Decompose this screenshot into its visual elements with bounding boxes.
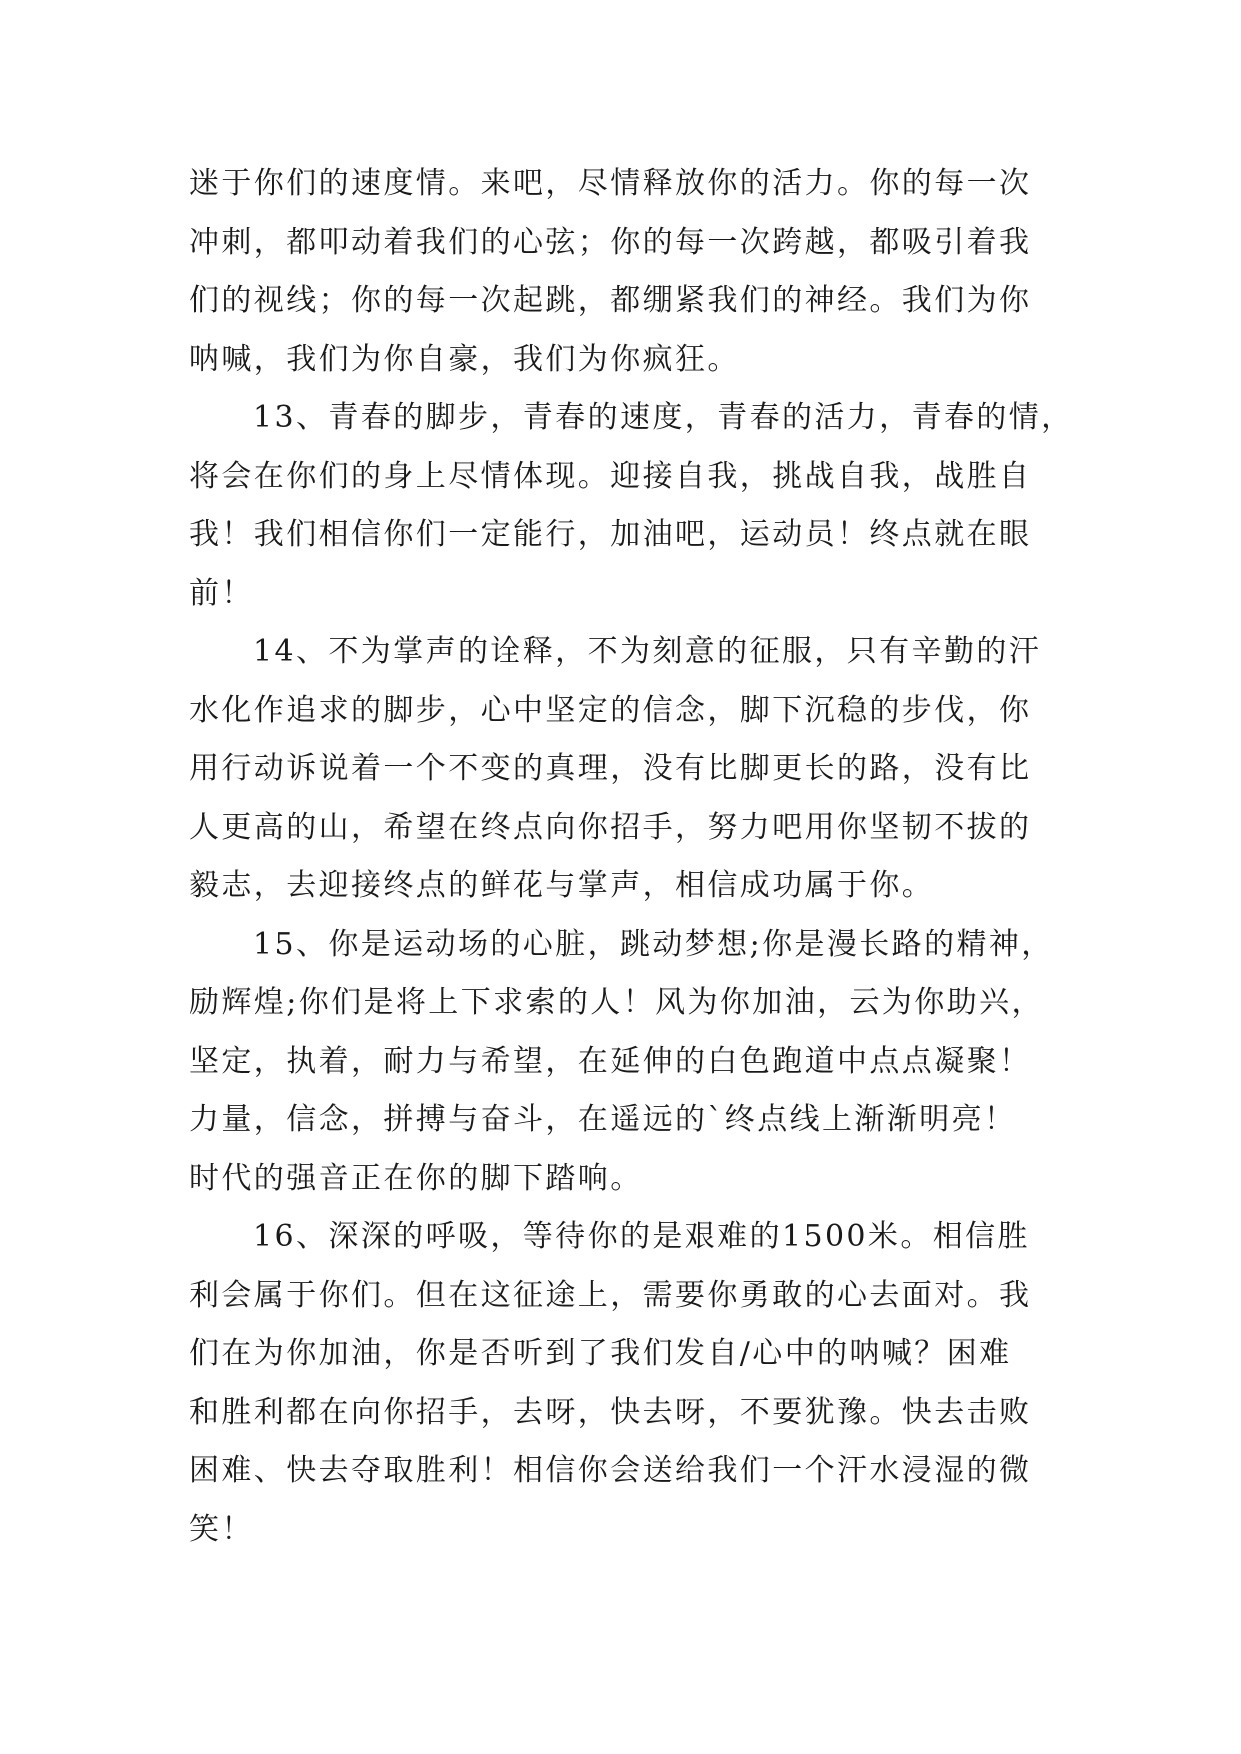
text-line: 冲刺，都叩动着我们的心弦；你的每一次跨越，都吸引着我 (189, 224, 1032, 260)
text-line: 们的视线；你的每一次起跳，都绷紧我们的神经。我们为你 (189, 283, 1032, 318)
text-line: 和胜利都在向你招手，去呀，快去呀，不要犹豫。快去击败 (189, 1394, 1032, 1430)
paragraph-15 (189, 916, 1069, 1209)
text-line: 们在为你加油，你是否听到了我们发自/心中的呐喊？困难 (189, 1336, 1012, 1371)
text-line: 坚定，执着，耐力与希望，在延伸的白色跑道中点点凝聚！ (189, 1043, 1032, 1079)
text-line: 水化作追求的脚步，心中坚定的信念，脚下沉稳的步伐，你 (189, 692, 1032, 728)
text-line: 用行动诉说着一个不变的真理，没有比脚更长的路，没有比 (189, 751, 1032, 786)
text-line-first: 15、你是运动场的心脏，跳动梦想;你是漫长路的精神， (253, 926, 1054, 962)
text-line: 困难、快去夺取胜利！相信你会送给我们一个汗水浸湿的微 (189, 1453, 1032, 1488)
text-line-first: 16、深深的呼吸，等待你的是艰难的1500米。相信胜 (253, 1219, 1030, 1254)
text-line: 时代的强音正在你的脚下踏响。 (189, 1160, 643, 1196)
text-line: 人更高的山，希望在终点向你招手，努力吧用你坚韧不拔的 (189, 809, 1032, 845)
text-line: 我！我们相信你们一定能行，加油吧，运动员！终点就在眼 (189, 517, 1032, 552)
text-line: 力量，信念，拼搏与奋斗，在遥远的`终点线上渐渐明亮！ (189, 1102, 1017, 1137)
text-line: 前！ (189, 575, 254, 611)
text-line: 将会在你们的身上尽情体现。迎接自我，挑战自我，战胜自 (189, 458, 1032, 494)
paragraph-14 (189, 623, 1069, 916)
text-line: 利会属于你们。但在这征途上，需要你勇敢的心去面对。我 (189, 1277, 1032, 1313)
paragraph-continued-12 (189, 155, 1069, 389)
text-line: 迷于你们的速度情。来吧，尽情释放你的活力。你的每一次 (189, 166, 1032, 201)
text-line-first: 14、不为掌声的诠释，不为刻意的征服，只有辛勤的汗 (253, 634, 1042, 669)
text-line: 呐喊，我们为你自豪，我们为你疯狂。 (189, 341, 740, 377)
text-line: 笑！ (189, 1511, 254, 1547)
paragraph-16 (189, 1208, 1069, 1559)
text-line: 励辉煌;你们是将上下求索的人！风为你加油，云为你助兴， (189, 985, 1044, 1020)
document-body (189, 155, 1074, 1559)
text-line: 毅志，去迎接终点的鲜花与掌声，相信成功属于你。 (189, 868, 935, 903)
paragraph-13 (189, 389, 1074, 623)
text-line-first: 13、青春的脚步，青春的速度，青春的活力，青春的情， (253, 400, 1074, 435)
